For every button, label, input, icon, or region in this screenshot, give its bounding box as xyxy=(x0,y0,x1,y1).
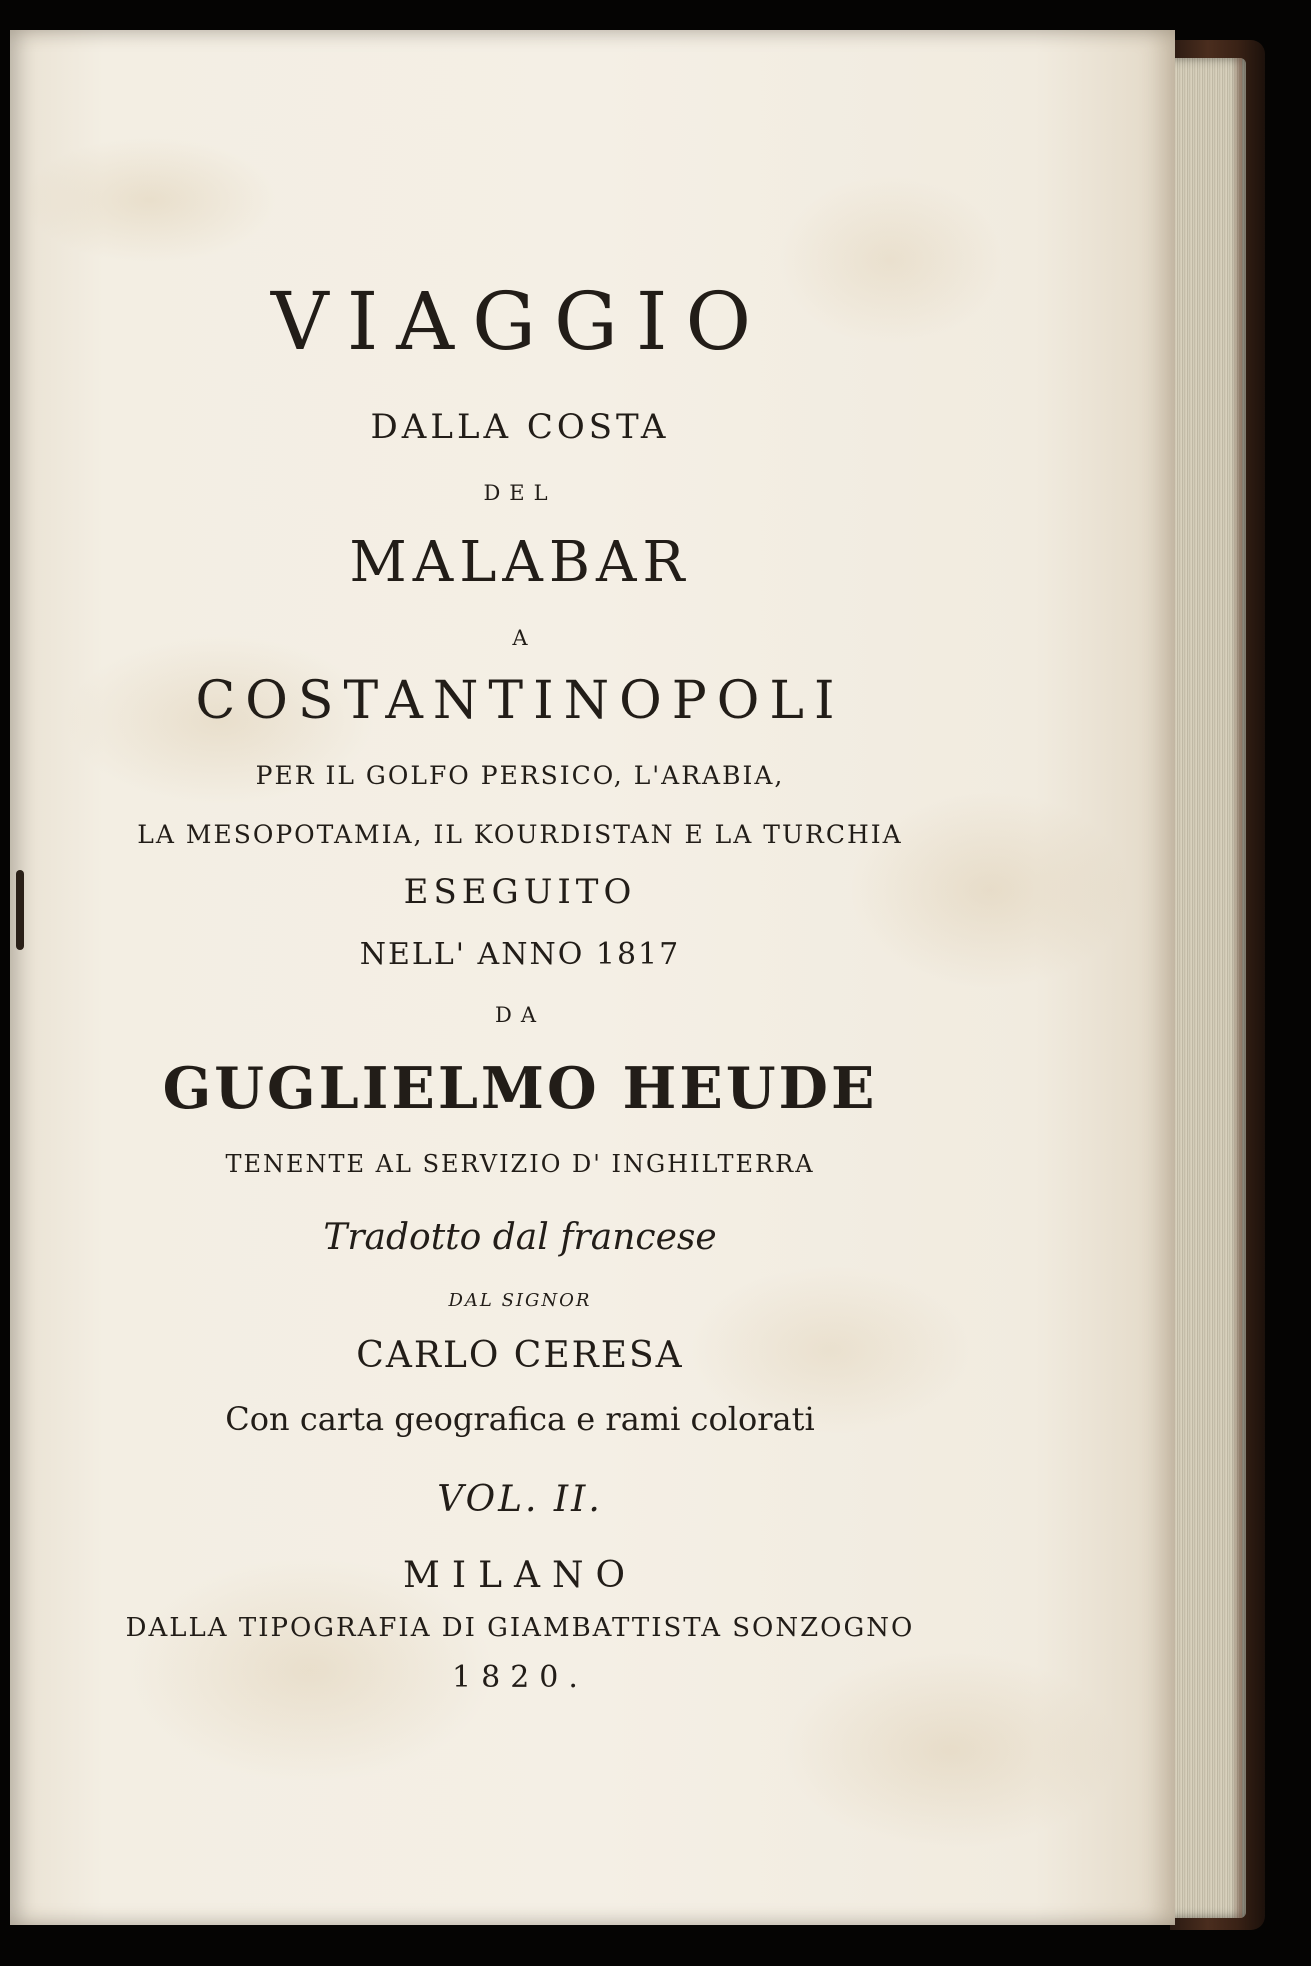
extras-line: Con carta geografica e rami colorati xyxy=(225,1400,815,1438)
binding-mark xyxy=(16,870,24,950)
subtitle-dalla-costa: DALLA COSTA xyxy=(370,407,670,447)
volume-number: VOL. II. xyxy=(437,1479,603,1520)
eseguito-line: ESEGUITO xyxy=(403,872,637,912)
translator-name: CARLO CERESA xyxy=(356,1335,684,1376)
route-line-2: LA MESOPOTAMIA, IL KOURDISTAN E LA TURCHIA xyxy=(137,820,903,849)
title: VIAGGIO xyxy=(270,275,770,368)
publication-city: MILANO xyxy=(403,1555,637,1596)
year-line: NELL' ANNO 1817 xyxy=(359,937,681,972)
da-line: DA xyxy=(494,1003,545,1027)
title-page xyxy=(10,30,1175,1925)
place-from: MALABAR xyxy=(349,530,691,595)
dal-signor-line: DAL SIGNOR xyxy=(448,1290,592,1311)
subtitle-del: DEL xyxy=(483,481,557,505)
route-line-1: PER IL GOLFO PERSICO, L'ARABIA, xyxy=(255,761,785,790)
publication-year: 1820. xyxy=(452,1660,588,1695)
translation-note: Tradotto dal francese xyxy=(323,1217,717,1258)
subtitle-a: A xyxy=(512,626,528,650)
author-name: GUGLIELMO HEUDE xyxy=(162,1055,878,1122)
printer-line: DALLA TIPOGRAFIA DI GIAMBATTISTA SONZOGNO xyxy=(125,1613,915,1643)
author-title: TENENTE AL SERVIZIO D' INGHILTERRA xyxy=(225,1150,815,1178)
place-to: COSTANTINOPOLI xyxy=(195,671,845,731)
